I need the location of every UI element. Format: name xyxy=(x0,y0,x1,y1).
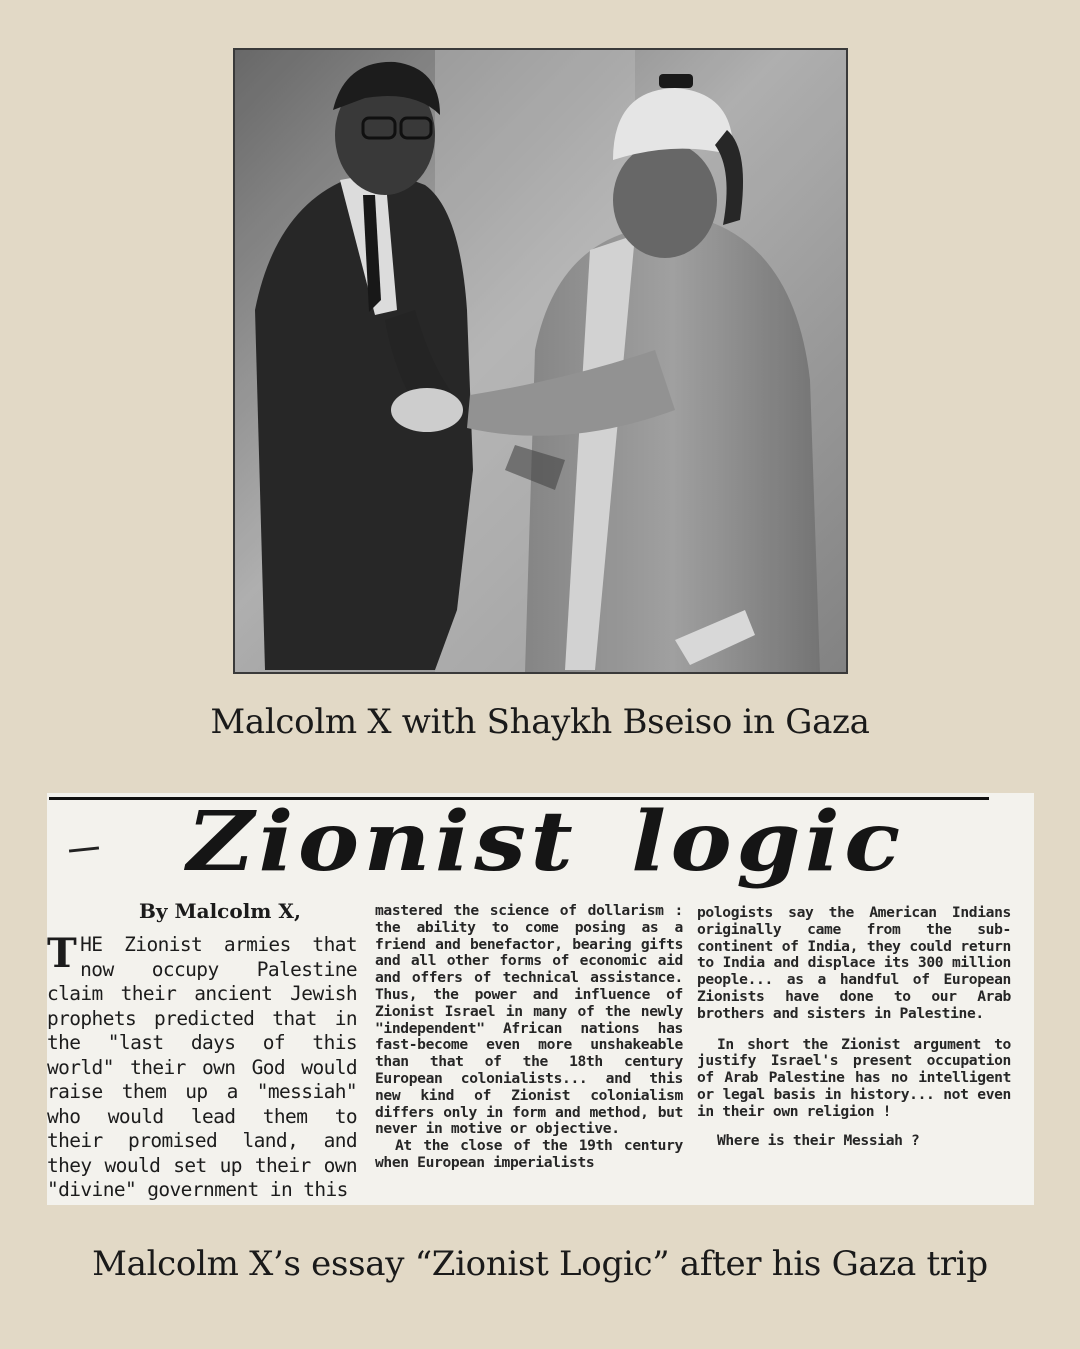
column-2-paragraph-1: mastered the science of dollarism : the ability to come posing as a friend and benefactor, bearing gifts and all other forms of economic aid and offers of technical assistance. Thus, the power and influence of Zionist Israel in many of the newly "independent" African nations has fast-become even more unshakeable than that of the 18th century European colonialists... and this new kind of Zionist colonialism differs only in form and method, but never in motive or objective. xyxy=(375,903,683,1138)
handshake-photo-illustration xyxy=(235,50,846,672)
byline: By Malcolm X, xyxy=(139,899,301,923)
column-3-paragraph-2: In short the Zionist argument to justify Israel's present occupation of Arab Palestine has no intelligent or legal basis in history... not even in their own religion ! xyxy=(697,1035,1011,1120)
clipping-headline xyxy=(187,794,905,890)
column-2-paragraph-2: At the close of the 19th century when European imperialists xyxy=(375,1137,683,1171)
drop-cap: T xyxy=(47,933,77,977)
handshake-photo xyxy=(233,48,848,674)
newspaper-clipping xyxy=(47,793,1034,1205)
clipping-caption: Malcolm X’s essay “Zionist Logic” after his Gaza trip xyxy=(92,1244,988,1284)
photo-caption: Malcolm X with Shaykh Bseiso in Gaza xyxy=(210,702,870,742)
column-3-closing-line: Where is their Messiah ? xyxy=(717,1131,920,1149)
headline-word-logic: logic xyxy=(631,794,905,890)
dash-mark xyxy=(69,846,99,852)
headline-word-zionist: Zionist xyxy=(187,794,578,890)
article-column-2 xyxy=(375,903,683,1205)
column-1-text: HE Zionist armies that now occupy Palestine claim their ancient Jewish prophets predicted that in the "last days of this world" their own God would raise them up a "messiah" who would lead them to their promised land, and they would set up their own "divine" government in this xyxy=(47,933,357,1201)
column-3-paragraph-1: pologists say the American Indians originally came from the sub-continent of India, they could return to India and displace its 300 million people... as a handful of European Zionists have done to our Arab brothers and sisters in Palestine. xyxy=(697,905,1011,1022)
article-column-1 xyxy=(47,933,357,1205)
article-column-3 xyxy=(697,905,1011,1195)
